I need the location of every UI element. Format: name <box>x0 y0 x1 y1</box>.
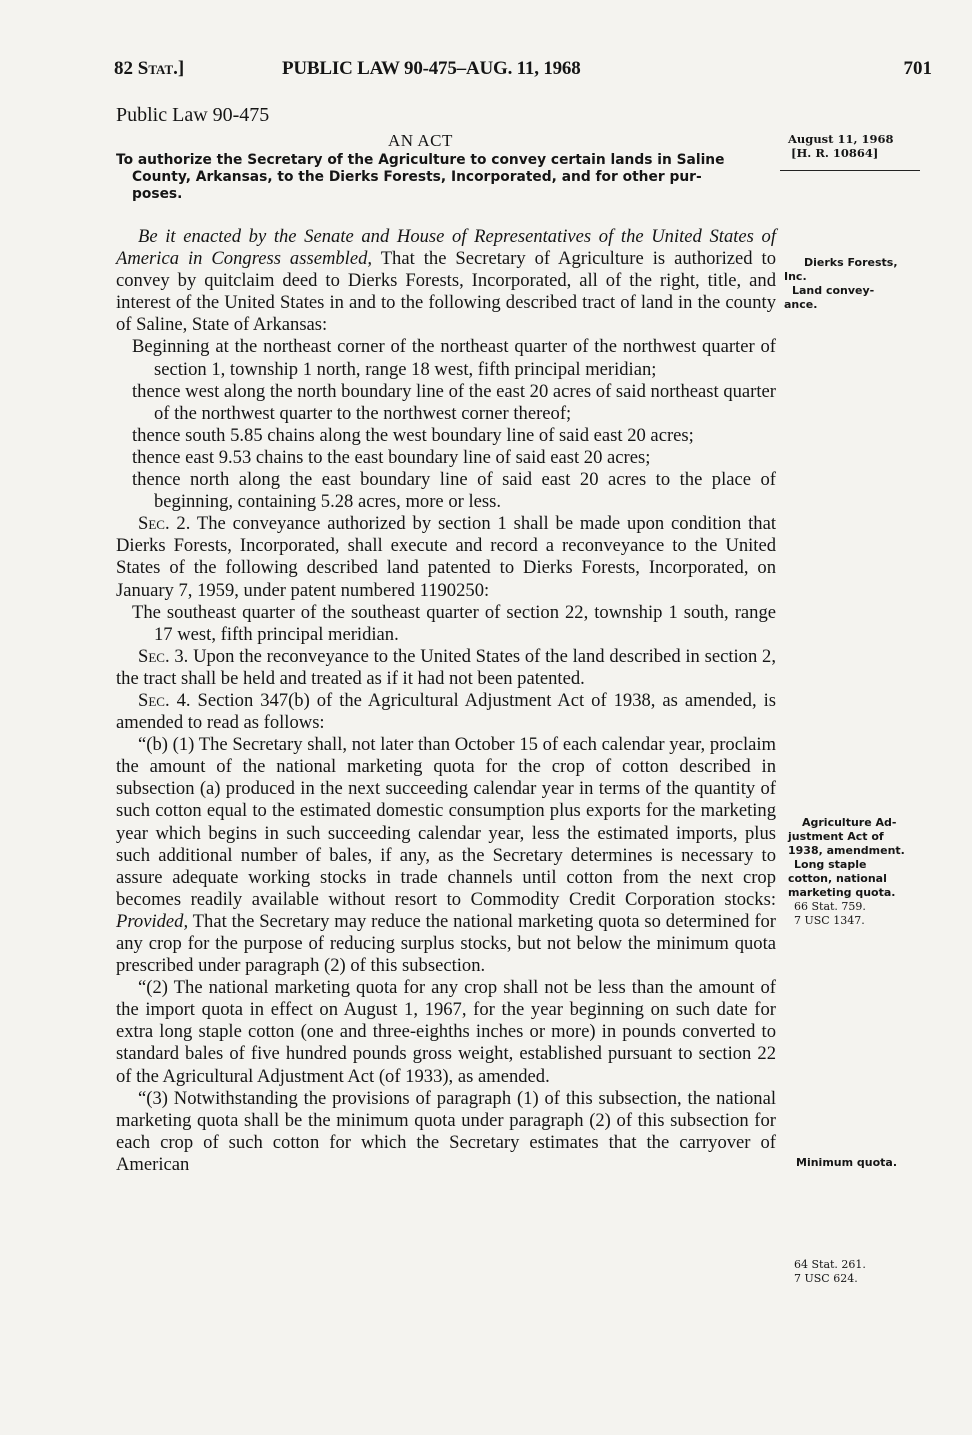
margin-minimum-quota: Minimum quota. <box>796 1156 898 1169</box>
section-label: Sec. 3. <box>138 645 189 667</box>
margin-note-line: Agriculture Ad- <box>802 816 897 829</box>
margin-note-line: Long staple <box>794 858 867 871</box>
act-title-line: poses. <box>132 186 183 202</box>
margin-note-line: 66 Stat. 759. <box>794 900 866 913</box>
section-text: The conveyance authorized by section 1 shall be made upon condition that Dierks Forests, Incorporated, shall execute and record a reconveyance to the United States of the following described land patented to Dierks Forests, Incorporated, on January 7, 1959, under patent numbered 1190250: <box>116 513 776 601</box>
margin-note-line: cotton, national <box>788 872 887 885</box>
section-label: Sec. 4. <box>138 689 191 711</box>
land-description: thence south 5.85 chains along the west boundary line of said east 20 acres; <box>132 424 694 446</box>
margin-note-line: justment Act of <box>788 830 884 843</box>
paragraph-text: “(b) (1) The Secretary shall, not later than October 15 of each calendar year, proclaim the amount of the national marketing quota for the crop of cotton described in subsection (a) produced in the next succeeding calendar year in terms of the quantity of such cotton equal to the estimated domestic consumption plus exports for the marketing year which begins in such succeeding calendar year, less the estimated imports, plus such additional number of bales, if any, as the Secretary determines is necessary to assure adequate working stocks in trade channels until cotton from the next crop becomes readily available without resort to Commodity Credit Corporation stocks: <box>116 734 776 910</box>
margin-citation <box>794 1258 866 1286</box>
enacting-clause: Be it enacted by the Senate and House of Representatives of the United States of America in Congress assembled, <box>116 226 776 270</box>
margin-note-line: 64 Stat. 261. <box>794 1258 866 1271</box>
margin-note-line: Land convey- <box>792 284 875 297</box>
land-description: thence west along the north boundary line of the east 20 acres of said northeast quarter of the northwest quarter to the northwest corner thereof; <box>132 380 776 424</box>
margin-note-line: 7 USC 624. <box>794 1272 858 1285</box>
statute-body <box>116 226 776 1176</box>
act-title-line: To authorize the Secretary of the Agriculture to convey certain lands in Saline <box>116 152 725 168</box>
provided-clause: Provided, <box>116 910 189 932</box>
act-title <box>116 152 776 203</box>
margin-dierks <box>784 256 898 312</box>
land-description: The southeast quarter of the southeast quarter of section 22, township 1 south, range 17 west, fifth principal meridian. <box>132 601 776 645</box>
section-1-text: That the Secretary of Agriculture is authorized to convey by quitclaim deed to Dierks Forests, Incorporated, all of the right, title, and interest of the United States in and to the following described tract of land in the county of Saline, State of Arkansas: <box>116 248 777 336</box>
section-3 <box>116 646 776 690</box>
margin-note-line: Inc. <box>784 270 807 283</box>
section-4 <box>116 690 776 734</box>
header-volume: 82 Stat.] <box>114 58 185 79</box>
land-description: thence east 9.53 chains to the east boundary line of said east 20 acres; <box>132 446 651 468</box>
paragraph-text: That the Secretary may reduce the national marketing quota so determined for any crop for the purpose of reducing surplus stocks, but not below the minimum quota prescribed under paragraph (2) of this subsection. <box>116 910 776 977</box>
page-number: 701 <box>903 58 932 79</box>
paragraph-b3: “(3) Notwithstanding the provisions of paragraph (1) of this subsection, the national marketing quota shall be the minimum quota under paragraph (2) of this subsection for each crop of such cotton for which the Secretary estimates that the carryover of American <box>116 1087 776 1175</box>
land-description: thence north along the east boundary line of said east 20 acres to the place of beginning, containing 5.28 acres, more or less. <box>132 469 776 513</box>
margin-date-block <box>788 132 894 160</box>
land-description: Beginning at the northeast corner of the northeast quarter of the northwest quarter of section 1, township 1 north, range 18 west, fifth principal meridian; <box>132 336 776 380</box>
section-label: Sec. 2. <box>138 513 191 535</box>
paragraph-b1 <box>116 734 776 977</box>
margin-note-line: 1938, amendment. <box>788 844 905 857</box>
section-text: Upon the reconveyance to the United States of the land described in section 2, the tract shall be held and treated as if it had not been patented. <box>116 645 776 689</box>
margin-bill-number: [H. R. 10864] <box>791 146 879 160</box>
margin-note-line: marketing quota. <box>788 886 896 899</box>
paragraph-b2: “(2) The national marketing quota for any crop shall not be less than the amount of the import quota in effect on August 1, 1967, for the year beginning on such date for extra long staple cotton (one and three-eighths inches or more) in pounds converted to standard bales of five hundred pounds gross weight, established pursuant to section 22 of the Agricultural Adjustment Act (of 1933), as amended. <box>116 977 776 1087</box>
act-title-line: County, Arkansas, to the Dierks Forests, Incorporated, and for other pur- <box>132 169 702 185</box>
header-title: PUBLIC LAW 90-475–AUG. 11, 1968 <box>282 58 581 79</box>
section-text: Section 347(b) of the Agricultural Adjustment Act of 1938, as amended, is amended to read as follows: <box>116 689 776 734</box>
section-1 <box>116 226 776 336</box>
section-2 <box>116 513 776 601</box>
law-title: Public Law 90-475 <box>116 104 270 126</box>
margin-date: August 11, 1968 <box>788 132 894 146</box>
act-label: AN ACT <box>388 131 453 150</box>
margin-note-line: 7 USC 1347. <box>794 914 865 927</box>
margin-agriculture <box>788 816 905 928</box>
margin-note-line: ance. <box>784 298 818 311</box>
margin-rule <box>780 170 920 171</box>
margin-note-line: Dierks Forests, <box>804 256 898 269</box>
running-header <box>114 58 932 86</box>
